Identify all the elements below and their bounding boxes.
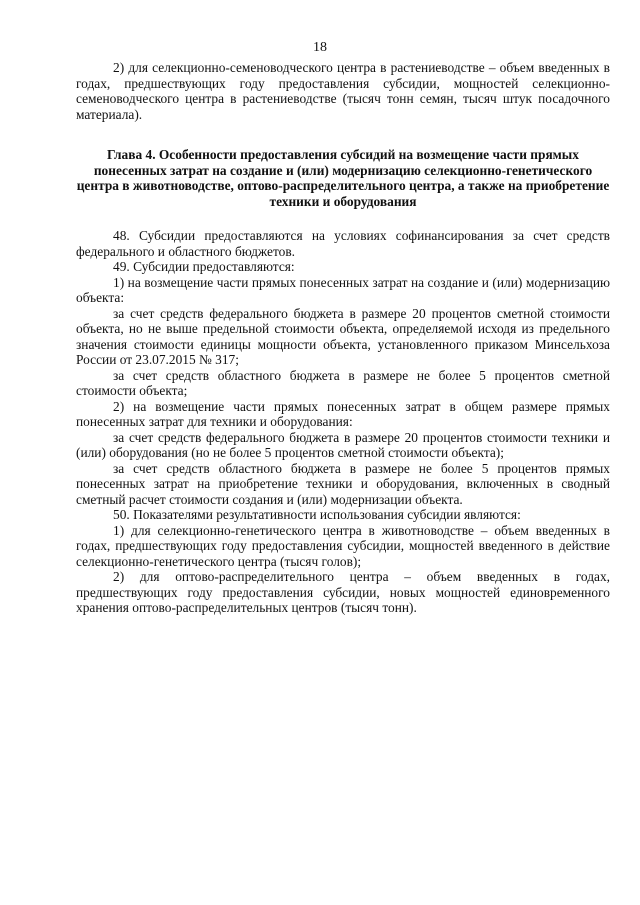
paragraph-50-item-2: 2) для оптово-распределительного центра – объем введенных в годах, предшествующих году предоставления субсидии, новых мощностей единовременного хранения оптово-распределительных центров (тысяч тонн). (76, 569, 610, 615)
paragraph-50-item-1: 1) для селекционно-генетического центра в животноводстве – объем введенных в годах, предшествующих году предоставления субсидии, мощностей введенного в действие селекционно-генетического центра (тысяч голов); (76, 522, 610, 569)
paragraph-49-item-2-regional: за счет средств областного бюджета в размере не более 5 процентов прямых понесенных затрат на приобретение техники и оборудования, включенных в сводный сметный расчет стоимости создания и (или) модернизации объекта. (76, 460, 610, 507)
paragraph-49-item-1-regional: за счет средств областного бюджета в размере не более 5 процентов сметной стоимости объекта; (76, 367, 610, 398)
paragraph-49-item-2: 2) на возмещение части прямых понесенных затрат в общем размере прямых понесенных затрат для техники и оборудования: (76, 398, 610, 429)
paragraph-intro: 2) для селекционно-семеноводческого центра в растениеводстве – объем введенных в годах, предшествующих году предоставления субсидии, мощностей селекционно-семеноводческого центра в растениеводстве (тысяч тонн семян, тысяч штук посадочного материала). (76, 60, 610, 122)
chapter-heading: Глава 4. Особенности предоставления субсидий на возмещение части прямых понесенных затрат на создание и (или) модернизацию селекционно-генетического центра в животноводстве, оптово-распределительного центра, а также на приобретение техники и оборудования (76, 147, 610, 209)
paragraph-49-item-2-federal: за счет средств федерального бюджета в размере 20 процентов стоимости техники и (или) оборудования (но не более 5 процентов сметной стоимости объекта); (76, 429, 610, 460)
document-body (76, 60, 610, 616)
page-number: 18 (313, 40, 327, 55)
paragraph-49-item-1-federal: за счет средств федерального бюджета в размере 20 процентов сметной стоимости объекта, но не выше предельной стоимости объекта, определяемой исходя из предельного значения стоимости единицы мощности объекта, установленного приказом Минсельхоза России от 23.07.2015 № 317; (76, 305, 610, 367)
paragraph-50: 50. Показателями результативности использования субсидии являются: (113, 507, 521, 522)
paragraph-49: 49. Субсидии предоставляются: (113, 259, 295, 274)
paragraph-49-item-1: 1) на возмещение части прямых понесенных затрат на создание и (или) модернизацию объекта: (76, 274, 610, 305)
paragraph-48: 48. Субсидии предоставляются на условиях софинансирования за счет средств федерального и областного бюджетов. (76, 228, 610, 259)
